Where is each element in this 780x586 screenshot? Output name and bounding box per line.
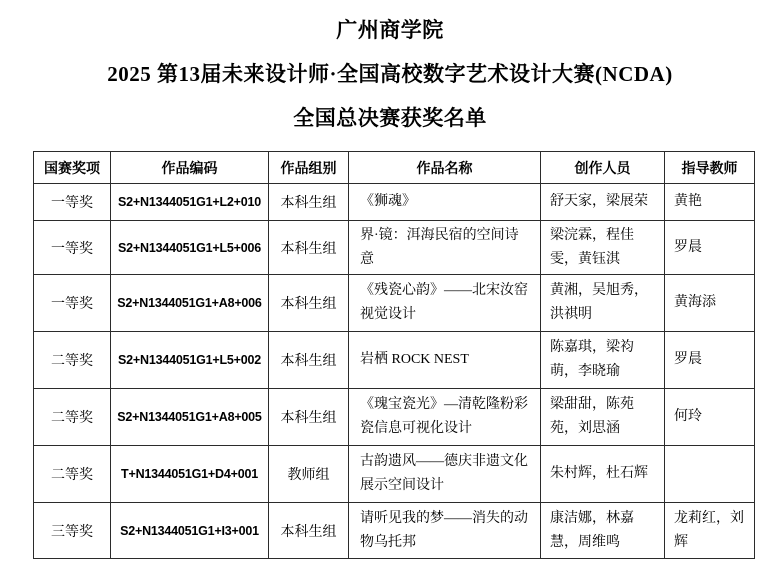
header-work: 作品名称 — [349, 152, 541, 184]
cell-code: S2+N1344051G1+L5+002 — [111, 332, 269, 389]
cell-award: 一等奖 — [34, 184, 111, 221]
cell-creators: 梁甜甜，陈苑苑，刘思涵 — [541, 389, 665, 446]
cell-work: 《残瓷心韵》——北宋汝窑视觉设计 — [349, 275, 541, 332]
cell-teacher: 罗晨 — [665, 221, 755, 275]
cell-creators: 舒天家，梁展荣 — [541, 184, 665, 221]
cell-work: 请听见我的梦——消失的动物乌托邦 — [349, 503, 541, 559]
cell-group: 本科生组 — [269, 184, 349, 221]
cell-award: 一等奖 — [34, 221, 111, 275]
cell-code: S2+N1344051G1+A8+006 — [111, 275, 269, 332]
cell-code: S2+N1344051G1+L2+010 — [111, 184, 269, 221]
cell-work: 《狮魂》 — [349, 184, 541, 221]
cell-code: S2+N1344051G1+A8+005 — [111, 389, 269, 446]
table-row — [34, 221, 755, 275]
cell-group: 教师组 — [269, 446, 349, 503]
cell-teacher: 何玲 — [665, 389, 755, 446]
table-row — [34, 446, 755, 503]
cell-work: 《瑰宝瓷光》—清乾隆粉彩瓷信息可视化设计 — [349, 389, 541, 446]
table-row — [34, 184, 755, 221]
document-header — [0, 0, 780, 140]
table-row — [34, 332, 755, 389]
cell-group: 本科生组 — [269, 389, 349, 446]
cell-work: 界·镜：洱海民宿的空间诗意 — [349, 221, 541, 275]
competition-title: 2025 第13届未来设计师·全国高校数字艺术设计大赛(NCDA) — [107, 62, 673, 86]
cell-teacher: 黄艳 — [665, 184, 755, 221]
header-creators: 创作人员 — [541, 152, 665, 184]
header-teacher: 指导教师 — [665, 152, 755, 184]
list-title: 全国总决赛获奖名单 — [293, 106, 487, 130]
cell-code: S2+N1344051G1+L5+006 — [111, 221, 269, 275]
cell-work: 岩栖 ROCK NEST — [349, 332, 541, 389]
award-table — [33, 151, 755, 559]
cell-work: 古韵遗风——德庆非遗文化展示空间设计 — [349, 446, 541, 503]
cell-creators: 梁浣霖，程佳雯，黄钰淇 — [541, 221, 665, 275]
table-row — [34, 389, 755, 446]
cell-creators: 陈嘉琪，梁袀萌，李晓瑜 — [541, 332, 665, 389]
cell-teacher: 龙莉红，刘辉 — [665, 503, 755, 559]
cell-creators: 黄湘，吴旭秀，洪祺明 — [541, 275, 665, 332]
header-award: 国赛奖项 — [34, 152, 111, 184]
cell-teacher — [665, 446, 755, 503]
cell-code: S2+N1344051G1+I3+001 — [111, 503, 269, 559]
table-row — [34, 275, 755, 332]
cell-group: 本科生组 — [269, 332, 349, 389]
cell-group: 本科生组 — [269, 221, 349, 275]
table-row — [34, 503, 755, 559]
header-code: 作品编码 — [111, 152, 269, 184]
cell-award: 二等奖 — [34, 332, 111, 389]
school-title: 广州商学院 — [336, 18, 444, 42]
cell-creators: 康洁娜，林嘉慧，周维鸣 — [541, 503, 665, 559]
cell-award: 二等奖 — [34, 389, 111, 446]
cell-creators: 朱村辉，杜石辉 — [541, 446, 665, 503]
cell-group: 本科生组 — [269, 275, 349, 332]
cell-award: 一等奖 — [34, 275, 111, 332]
cell-award: 三等奖 — [34, 503, 111, 559]
table-header-row — [34, 152, 755, 184]
cell-group: 本科生组 — [269, 503, 349, 559]
cell-award: 二等奖 — [34, 446, 111, 503]
cell-code: T+N1344051G1+D4+001 — [111, 446, 269, 503]
cell-teacher: 黄海添 — [665, 275, 755, 332]
cell-teacher: 罗晨 — [665, 332, 755, 389]
header-group: 作品组别 — [269, 152, 349, 184]
